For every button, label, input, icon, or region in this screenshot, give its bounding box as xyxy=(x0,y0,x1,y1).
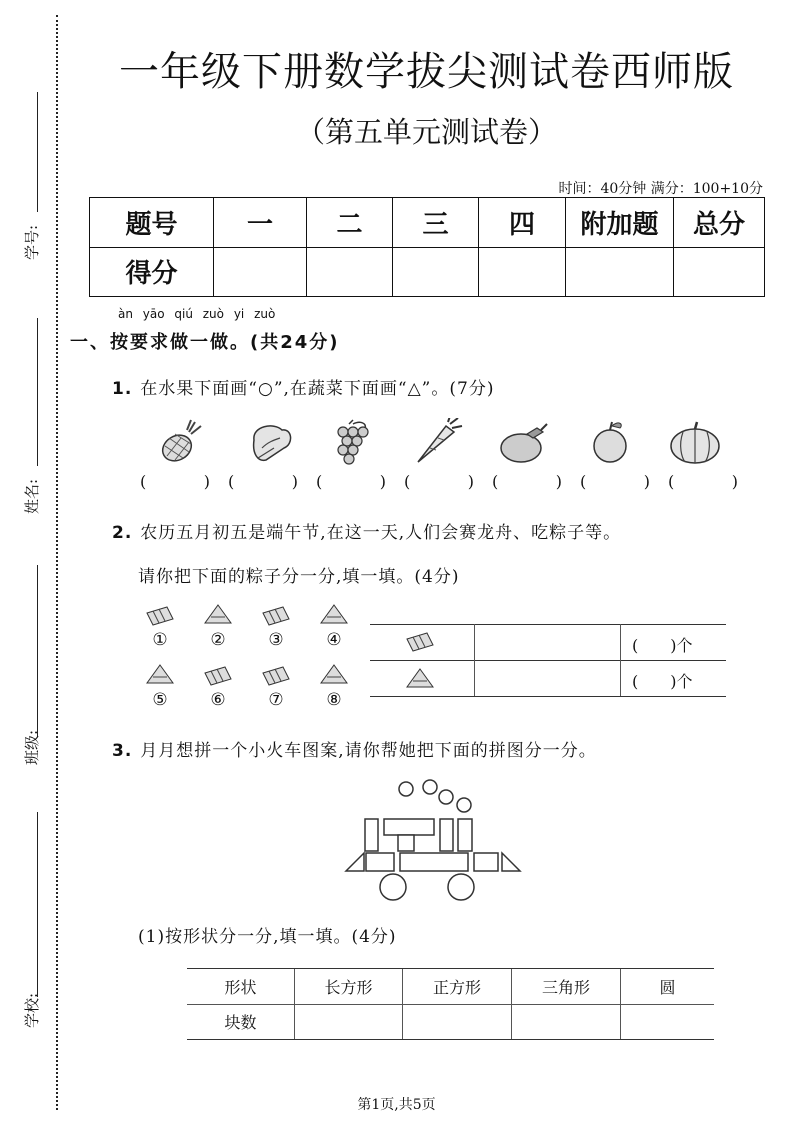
header-cell: 题号 xyxy=(90,198,214,248)
header-cell: 四 xyxy=(479,198,566,248)
header-cell: 一 xyxy=(214,198,307,248)
zongzi-triangle-icon xyxy=(319,603,349,625)
question-3-sub1: (1)按形状分一分,填一填。(4分) xyxy=(138,927,397,947)
pineapple-icon xyxy=(155,418,209,466)
shape-header-cell: 形状 xyxy=(187,969,295,1005)
question-text: 农历五月初五是端午节,在这一天,人们会赛龙舟、吃粽子等。 xyxy=(140,523,622,543)
score-table-score-row xyxy=(90,247,765,297)
question-text: 在水果下面画“○”,在蔬菜下面画“△”。(7分) xyxy=(140,379,495,399)
student-id-label: 学号: xyxy=(23,224,42,261)
count-blank[interactable]: ( )个 xyxy=(632,636,693,655)
answer-blank[interactable]: ( ) xyxy=(228,472,298,491)
section-pinyin: àn yāo qiú zuò yi zuò xyxy=(118,307,276,321)
zongzi-number: ⑥ xyxy=(210,690,226,710)
shape-row-label: 块数 xyxy=(187,1004,295,1040)
question-1 xyxy=(112,374,494,399)
sort-table-bottom-line xyxy=(370,696,726,697)
name-label: 姓名: xyxy=(23,478,42,515)
school-label: 学校: xyxy=(23,992,42,1029)
sort-table-divider xyxy=(620,624,621,696)
grapes-icon xyxy=(325,418,379,466)
count-cell[interactable] xyxy=(512,1004,621,1040)
score-table xyxy=(89,197,765,297)
train-puzzle-figure xyxy=(340,775,530,905)
count-cell[interactable] xyxy=(295,1004,403,1040)
zongzi-cylinder-icon xyxy=(203,665,233,687)
zongzi-number: ② xyxy=(210,630,226,650)
sort-table-divider xyxy=(474,624,475,696)
section-heading: 一、按要求做一做。(共24分) xyxy=(70,332,340,353)
score-table-header-row xyxy=(90,198,765,248)
count-blank[interactable]: ( )个 xyxy=(632,672,693,691)
zongzi-cylinder-icon xyxy=(261,605,291,627)
zongzi-cylinder-icon xyxy=(261,665,291,687)
sort-table-top-line xyxy=(370,624,726,625)
school-line xyxy=(37,812,38,997)
score-cell[interactable] xyxy=(214,247,307,297)
zongzi-number: ④ xyxy=(326,630,342,650)
shape-header-cell: 长方形 xyxy=(295,969,403,1005)
header-cell: 三 xyxy=(393,198,479,248)
question-text: 月月想拼一个小火车图案,请你帮她把下面的拼图分一分。 xyxy=(140,741,597,761)
shape-header-row xyxy=(187,969,714,1005)
question-3 xyxy=(112,736,597,761)
answer-blank[interactable]: ( ) xyxy=(492,472,562,491)
header-cell: 附加题 xyxy=(566,198,674,248)
apple-icon xyxy=(584,418,638,466)
score-cell[interactable] xyxy=(393,247,479,297)
class-line xyxy=(37,565,38,737)
shape-header-cell: 三角形 xyxy=(512,969,621,1005)
count-cell[interactable] xyxy=(621,1004,715,1040)
shape-count-row xyxy=(187,1004,714,1040)
score-cell[interactable] xyxy=(674,247,765,297)
header-cell: 二 xyxy=(307,198,393,248)
zongzi-number: ① xyxy=(152,630,168,650)
question-number: 2. xyxy=(112,523,133,543)
shape-count-table xyxy=(187,968,714,1040)
score-cell[interactable] xyxy=(307,247,393,297)
zongzi-triangle-icon xyxy=(145,663,175,685)
page-subtitle: （第五单元测试卷） xyxy=(295,115,557,149)
zongzi-cylinder-icon xyxy=(145,605,175,627)
page-title: 一年级下册数学拔尖测试卷西师版 xyxy=(119,49,734,95)
answer-blank[interactable]: ( ) xyxy=(668,472,738,491)
question-2 xyxy=(112,518,621,543)
page-footer: 第1页,共5页 xyxy=(357,1097,436,1113)
time-info: 时间：40分钟 满分：100+10分 xyxy=(558,181,763,197)
zongzi-cylinder-icon xyxy=(405,631,435,653)
answer-blank[interactable]: ( ) xyxy=(404,472,474,491)
class-label: 班级: xyxy=(23,729,42,766)
answer-blank[interactable]: ( ) xyxy=(580,472,650,491)
zongzi-triangle-icon xyxy=(405,667,435,689)
zongzi-number: ③ xyxy=(268,630,284,650)
carrot-icon xyxy=(410,418,464,466)
answer-blank[interactable]: ( ) xyxy=(140,472,210,491)
zongzi-triangle-icon xyxy=(319,663,349,685)
cabbage-icon xyxy=(244,418,298,466)
shape-header-cell: 正方形 xyxy=(403,969,512,1005)
student-id-line xyxy=(37,92,38,212)
question-number: 1. xyxy=(112,379,133,399)
score-cell[interactable] xyxy=(479,247,566,297)
header-cell: 总分 xyxy=(674,198,765,248)
count-cell[interactable] xyxy=(403,1004,512,1040)
sort-table-mid-line xyxy=(370,660,726,661)
name-line xyxy=(37,318,38,466)
question-number: 3. xyxy=(112,741,133,761)
answer-blank[interactable]: ( ) xyxy=(316,472,386,491)
binding-dotted-line xyxy=(56,15,58,1110)
shape-header-cell: 圆 xyxy=(621,969,715,1005)
question-2-line2: 请你把下面的粽子分一分,填一填。(4分) xyxy=(138,567,460,587)
score-row-label: 得分 xyxy=(90,247,214,297)
zongzi-number: ⑤ xyxy=(152,690,168,710)
zongzi-triangle-icon xyxy=(203,603,233,625)
eggplant-icon xyxy=(497,418,551,466)
score-cell[interactable] xyxy=(566,247,674,297)
zongzi-number: ⑧ xyxy=(326,690,342,710)
pumpkin-icon xyxy=(668,418,722,466)
zongzi-number: ⑦ xyxy=(268,690,284,710)
